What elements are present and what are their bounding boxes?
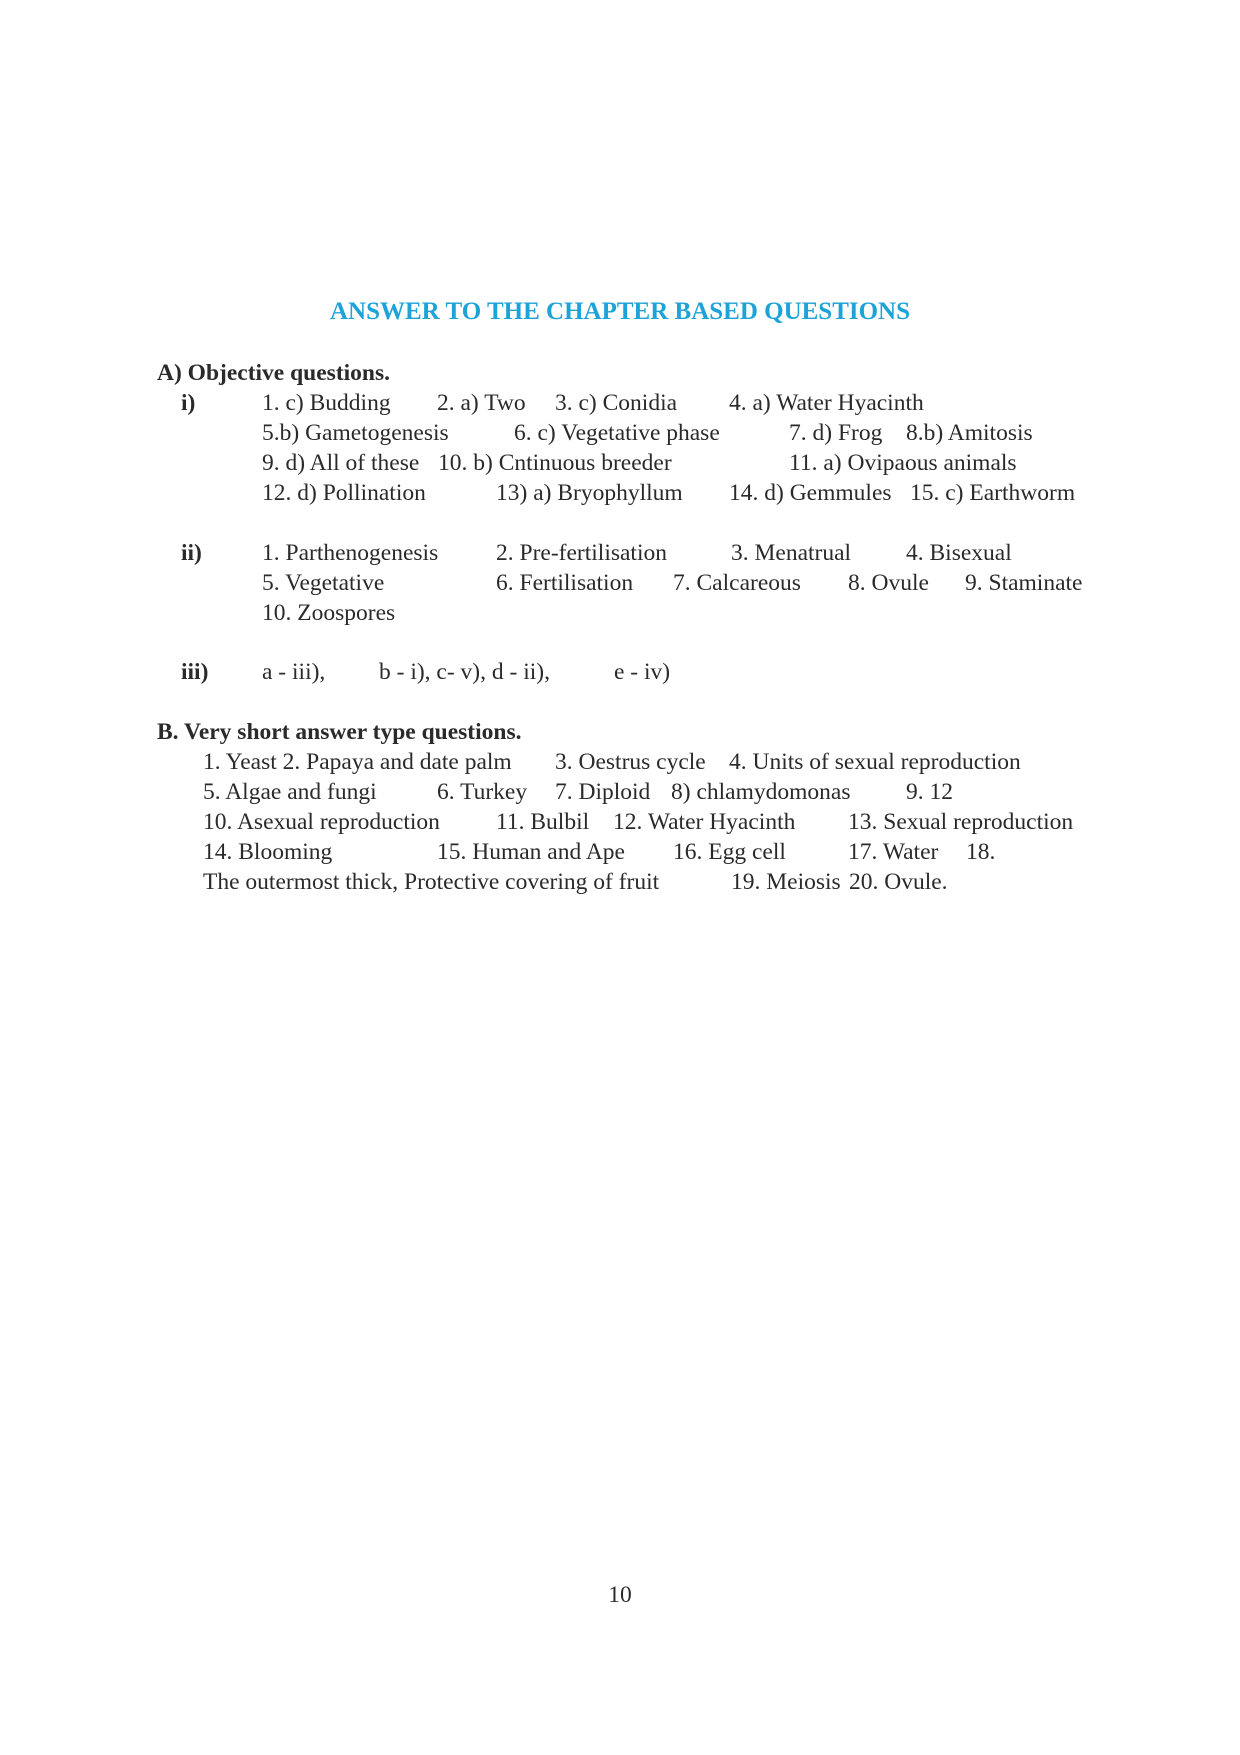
answer-item: 13) a) Bryophyllum <box>496 480 683 506</box>
part-ii-label: ii) <box>181 540 202 566</box>
answer-item: 17. Water <box>848 839 939 865</box>
page-title: ANSWER TO THE CHAPTER BASED QUESTIONS <box>329 298 911 325</box>
answer-item: 15. Human and Ape <box>437 839 625 865</box>
answer-item: 11. Bulbil <box>496 809 590 835</box>
answer-item: 7. d) Frog <box>789 420 883 446</box>
answer-item: 9. Staminate <box>965 570 1083 596</box>
page-number: 10 <box>608 1582 632 1608</box>
answer-item: 3. c) Conidia <box>555 390 678 416</box>
answer-item: 9. d) All of these <box>262 450 420 476</box>
answer-item: 6. Fertilisation <box>496 570 634 596</box>
answer-item: 10. b) Cntinuous breeder <box>438 450 672 476</box>
answer-item: 12. Water Hyacinth <box>613 809 796 835</box>
answer-item: 1. c) Budding <box>262 390 391 416</box>
answer-item: 4. Units of sexual reproduction <box>729 749 1021 775</box>
answer-item: 16. Egg cell <box>673 839 786 865</box>
answer-item: 7. Calcareous <box>673 570 801 596</box>
answer-item: 7. Diploid <box>555 779 651 805</box>
answer-item: 14. d) Gemmules <box>729 480 892 506</box>
answer-item: 10. Zoospores <box>262 600 396 626</box>
answer-item: 2. a) Two <box>437 390 526 416</box>
answer-item: 4. a) Water Hyacinth <box>729 390 924 416</box>
answer-item: 11. a) Ovipaous animals <box>789 450 1017 476</box>
answer-item: 1. Yeast 2. Papaya and date palm <box>203 749 512 775</box>
answer-item: 8. Ovule <box>848 570 929 596</box>
answer-item: 1. Parthenogenesis <box>262 540 439 566</box>
section-a-heading: A) Objective questions. <box>157 360 391 386</box>
part-iii-label: iii) <box>181 659 209 685</box>
answer-item: 3. Oestrus cycle <box>555 749 706 775</box>
answer-item: 19. Meiosis <box>731 869 841 895</box>
answer-item: 5. Vegetative <box>262 570 385 596</box>
answer-item: b - i), c- v), d - ii), <box>379 659 550 685</box>
answer-item: The outermost thick, Protective covering of fruit <box>203 869 660 895</box>
answer-item: 5.b) Gametogenesis <box>262 420 449 446</box>
answer-item: 2. Pre-fertilisation <box>496 540 667 566</box>
answer-item: e - iv) <box>614 659 671 685</box>
answer-item: 12. d) Pollination <box>262 480 426 506</box>
answer-item: 14. Blooming <box>203 839 333 865</box>
answer-item: 3. Menatrual <box>731 540 852 566</box>
answer-item: 10. Asexual reproduction <box>203 809 440 835</box>
answer-item: 6. Turkey <box>437 779 528 805</box>
answer-item: 13. Sexual reproduction <box>848 809 1074 835</box>
answer-item: 6. c) Vegetative phase <box>514 420 720 446</box>
answer-item: 4. Bisexual <box>906 540 1012 566</box>
answer-item: 20. Ovule. <box>849 869 948 895</box>
answer-item: 5. Algae and fungi <box>203 779 377 805</box>
answer-item: 8.b) Amitosis <box>906 420 1033 446</box>
answer-item: 9. 12 <box>906 779 953 805</box>
answer-item: 18. <box>966 839 996 865</box>
answer-item: 8) chlamydomonas <box>671 779 851 805</box>
section-b-heading: B. Very short answer type questions. <box>157 719 522 745</box>
part-i-label: i) <box>181 390 196 416</box>
answer-item: 15. c) Earthworm <box>910 480 1076 506</box>
answer-item: a - iii), <box>262 659 326 685</box>
